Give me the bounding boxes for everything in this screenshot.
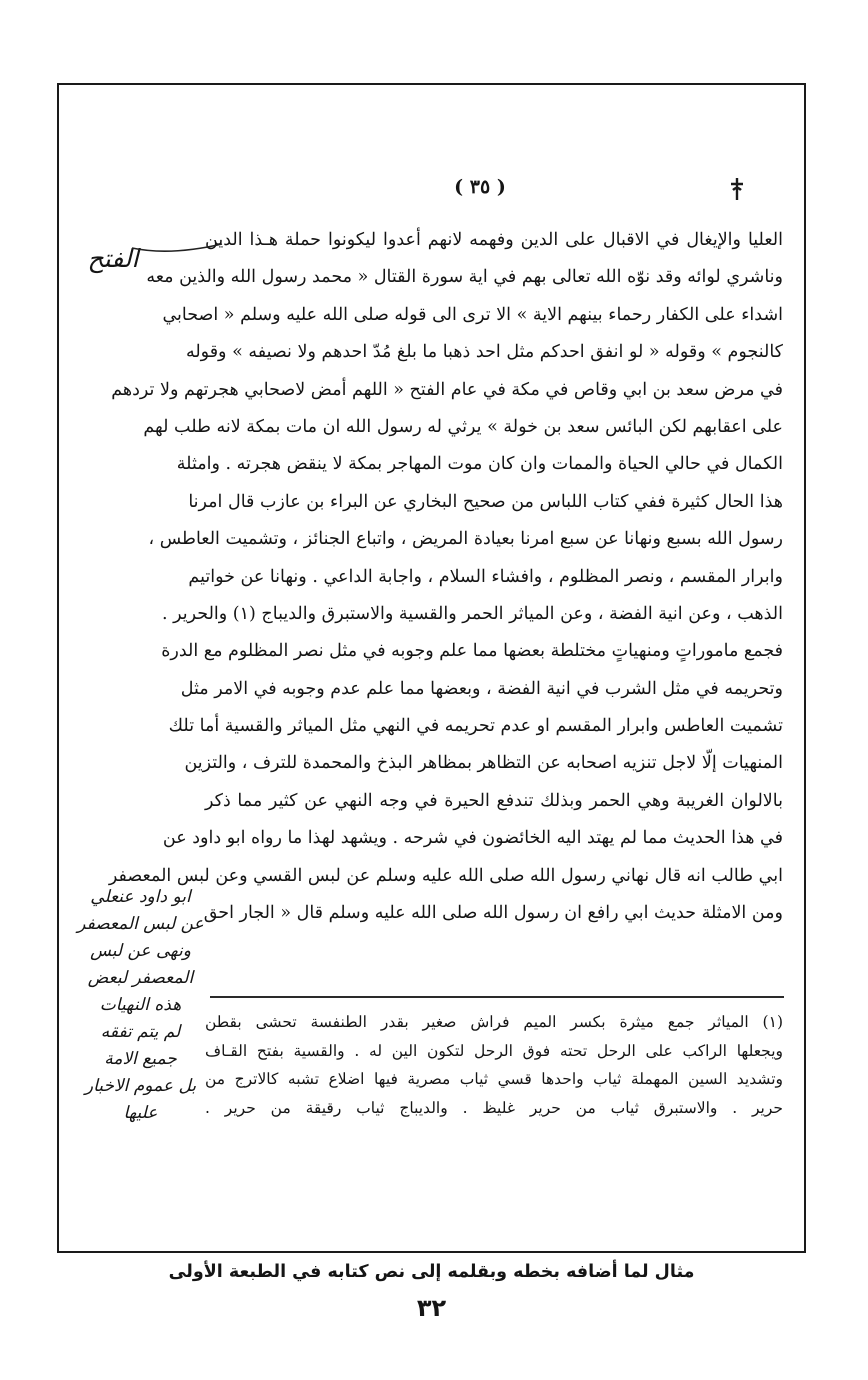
footnote-line: (١) المياثر جمع ميثرة بكسر الميم فراش صغير بقدر الطنفسة تحشى بقطن (205, 1013, 783, 1031)
side-note-line: لم يتم تفقه (100, 1022, 181, 1042)
original-page-number: ( ٣٥ ) (454, 176, 506, 198)
side-note-line: ونهى عن لبس (90, 941, 191, 961)
side-note-line: عن لبس المعصفر (77, 914, 204, 934)
text-line: بالالوان الغريبة وهي الحمر وبذلك تندفع الحيرة في وجه النهي عن كثير مما ذكر (205, 790, 783, 811)
text-line: ومن الامثلة حديث ابي رافع ان رسول الله صلى الله عليه وسلم قال « الجار احق (203, 903, 783, 924)
side-note-line: عليها (123, 1103, 158, 1123)
side-note-line: المعصفر لبعض (87, 968, 194, 988)
ink-mark-icon (727, 176, 747, 202)
text-line: الذهب ، وعن انية الفضة ، وعن المياثر الحمر والقسية والاستبرق والديباج (١) والحرير . (162, 603, 783, 624)
footnote-line: وتشديد السين المهملة ثياب واحدها قسي ثياب مصرية فيها اضلاع تشبه كالاترج من (205, 1070, 783, 1088)
footnote-line: ويجعلها الراكب على الرحل تحته فوق الرحل لتكون الين له . والقسية بفتح القـاف (205, 1041, 783, 1060)
side-note-line: جميع الامة (104, 1049, 177, 1069)
text-line: وناشري لوائه وقد نوّه الله تعالى بهم في اية سورة القتال « محمد رسول الله والذين معه (146, 267, 783, 288)
text-line: تشميت العاطس وابرار المقسم او عدم تحريمه في النهي مثل المياثر والقسية أما تلك (168, 716, 783, 737)
footnote-line: حرير . والاستبرق ثياب من حرير غليظ . والديباج ثياب رقيقة من حرير . (205, 1098, 783, 1117)
footnote-divider (210, 996, 784, 998)
text-line: ابي طالب انه قال نهاني رسول الله صلى الله عليه وسلم عن لبس القسي وعن لبس المعصفر (108, 865, 783, 886)
text-line: هذا الحال كثيرة ففي كتاب اللباس من صحيح البخاري عن البراء بن عازب قال امرنا (188, 491, 783, 512)
text-line: في مرض سعد بن ابي وقاص في مكة في عام الفتح « اللهم أمض لاصحابي هجرتهم ولا تردهم (111, 379, 783, 400)
text-line: رسول الله بسبع ونهانا عن سبع امرنا بعيادة المريض ، واتباع الجنائز ، وتشميت العاطس ، (148, 529, 783, 550)
text-line: وابرار المقسم ، ونصر المظلوم ، وافشاء السلام ، واجابة الداعي . ونهانا عن خواتيم (188, 566, 783, 587)
side-note-line: هذه النهيات (99, 995, 182, 1015)
text-line: في هذا الحديث مما لم يهتد اليه الخائضون في شرحه . ويشهد لهذا ما رواه ابو داود عن (162, 828, 783, 849)
side-note-line: بل عموم الاخبار (84, 1076, 197, 1096)
handwritten-margin-note: الفتح (87, 244, 139, 273)
text-line: العليا والإيغال في الاقبال على الدين وفهمه لانهم أعدوا ليكونوا حملة هـذا الدين (205, 230, 783, 250)
text-line: الكمال في حالي الحياة والممات وان كان موت المهاجر بمكة لا ينقض هجرته . وامثلة (176, 454, 783, 475)
text-line: اشداء على الكفار رحماء بينهم الاية » الا ترى الى قوله صلى الله عليه وسلم « اصحابي (162, 304, 783, 325)
text-line: المنهيات إلّا لاجل تنزيه اصحابه عن التظاهر بمظاهر البذخ والمحمدة للترف ، والتزين (184, 753, 783, 774)
footnotes (205, 1008, 783, 1122)
text-line: فجمع ماموراتٍ ومنهياتٍ مختلطة بعضها مما علم وجوبه في مثل نصر المظلوم مع الدرة (161, 641, 783, 662)
text-line: وتحريمه في مثل الشرب في انية الفضة ، وبعضها مما علم عدم وجوبه في الامر مثل (180, 678, 783, 699)
figure-caption: مثال لما أضافه بخطه وبقلمه إلى نص كتابه في الطبعة الأولى (168, 1262, 695, 1282)
page-number: ٣٢ (416, 1294, 447, 1322)
handwritten-side-note (63, 884, 218, 1127)
text-line: على اعقابهم لكن البائس سعد بن خولة » يرثي له رسول الله ان مات بمكة لانه طلب لهم (143, 416, 783, 437)
text-line: كالنجوم » وقوله « لو انفق احدكم مثل احد ذهبا ما بلغ مُدّ احدهم ولا نصيفه » وقوله (185, 342, 783, 363)
side-note-line: ابو داود عنعلي (90, 887, 191, 907)
insertion-arrow-icon (130, 238, 225, 258)
